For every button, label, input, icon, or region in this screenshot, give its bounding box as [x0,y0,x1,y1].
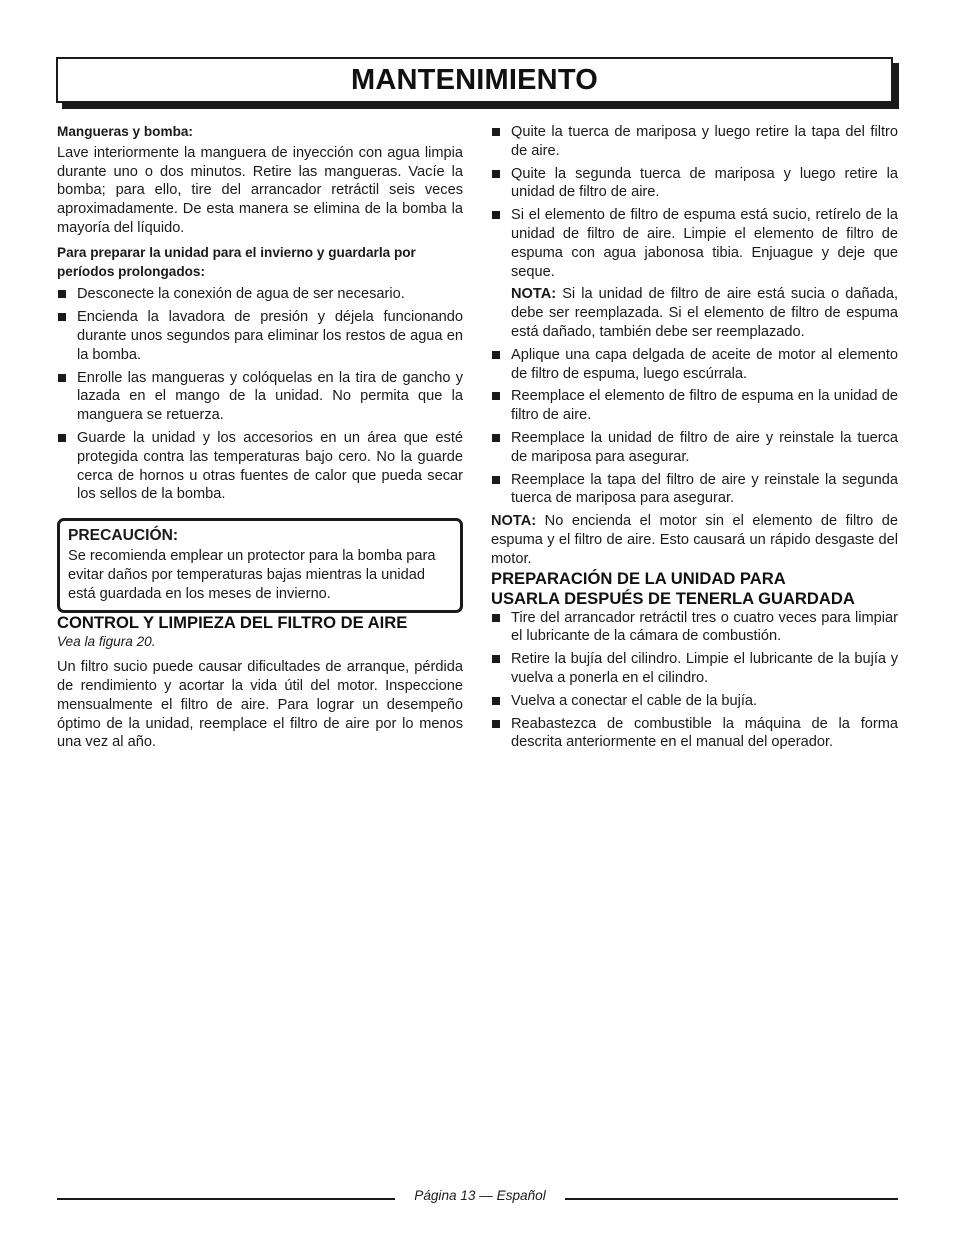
caution-text: Se recomienda emplear un protector para la bomba para evitar daños por temperaturas bajas mientras la unidad está guardada en los meses de invierno. [68,547,436,602]
square-bullet-icon [492,211,500,219]
square-bullet-icon [492,476,500,484]
square-bullet-icon [58,313,66,321]
square-bullet-icon [492,170,500,178]
square-bullet-icon [492,128,500,136]
list-item: Reemplace la unidad de filtro de aire y reinstale la tuerca de mariposa para asegurar. [491,429,898,467]
list-item: Encienda la lavadora de presión y déjela funcionando durante unos segundos para eliminar los restos de agua en la bomba. [57,308,463,364]
footer-rule-left [57,1198,395,1200]
list-item: Si el elemento de filtro de espuma está sucio, retírelo de la unidad de filtro de aire. Limpie el elemento de filtro de espuma con agua jabonosa tibia. Enjuague y deje que seque. [491,206,898,281]
caution-title: PRECAUCIÓN: [68,527,179,545]
list-item: Enrolle las mangueras y colóquelas en la tira de gancho y lazada en el mango de la unidad. No permita que la manguera se retuerza. [57,369,463,425]
winter-list [57,285,463,504]
page-number: Página 13 — Español [414,1188,546,1203]
filter-steps-list-2 [491,346,898,508]
list-item: Tire del arrancador retráctil tres o cuatro veces para limpiar el lubricante de la cámara de combustión. [491,609,898,647]
right-column [491,123,898,756]
preparation-list [491,609,898,753]
air-filter-paragraph: Un filtro sucio puede causar dificultades de arranque, pérdida de rendimiento y acortar la vida útil del motor. Inspeccione mensualmente el filtro de aire. Para lograr un desempeño óptimo de la unidad, reemplace el filtro de aire por lo menos una vez al año. [57,659,463,751]
list-item: Guarde la unidad y los accesorios en un área que esté protegida contra las temperaturas bajo cero. No la guarde cerca de hornos u otras fuentes de calor que pueda secar los sellos de la bomba. [57,429,463,504]
filter-steps-list [491,123,898,281]
left-column [57,123,463,752]
figure-reference: Vea la figura 20. [57,634,156,650]
page-footer [57,1187,898,1207]
square-bullet-icon [492,351,500,359]
list-item: Quite la segunda tuerca de mariposa y luego retire la unidad de filtro de aire. [491,165,898,203]
list-item: Retire la bujía del cilindro. Limpie el lubricante de la bujía y vuelva a ponerla en el cilindro. [491,650,898,688]
square-bullet-icon [58,434,66,442]
note-filter-damaged: NOTA: Si la unidad de filtro de aire está sucia o dañada, debe ser reemplazada. Si el elemento de filtro de espuma está dañado, también debe ser reemplazado. [511,286,898,340]
square-bullet-icon [58,290,66,298]
square-bullet-icon [492,720,500,728]
square-bullet-icon [492,655,500,663]
list-item: Vuelva a conectar el cable de la bujía. [491,692,898,711]
list-item: Reabastezca de combustible la máquina de la forma descrita anteriormente en el manual del operador. [491,715,898,753]
list-item: Quite la tuerca de mariposa y luego retire la tapa del filtro de aire. [491,123,898,161]
square-bullet-icon [492,697,500,705]
air-filter-heading: CONTROL Y LIMPIEZA DEL FILTRO DE AIRE [57,613,408,633]
list-item: Aplique una capa delgada de aceite de motor al elemento de filtro de espuma, luego escúrrala. [491,346,898,384]
list-item: Reemplace el elemento de filtro de espuma en la unidad de filtro de aire. [491,387,898,425]
square-bullet-icon [492,392,500,400]
title-banner [56,57,893,103]
square-bullet-icon [492,434,500,442]
note-engine: NOTA: No encienda el motor sin el elemento de filtro de espuma y el filtro de aire. Esto causará un rápido desgaste del motor. [491,513,898,567]
winter-heading: Para preparar la unidad para el invierno y guardarla por períodos prolongados: [57,244,416,279]
caution-box [57,518,463,613]
hoses-heading: Mangueras y bomba: [57,124,193,139]
page-title: MANTENIMIENTO [351,63,598,96]
preparation-heading: PREPARACIÓN DE LA UNIDAD PARA USARLA DESPUÉS DE TENERLA GUARDADA [491,568,855,608]
list-item: Reemplace la tapa del filtro de aire y reinstale la segunda tuerca de mariposa para asegurar. [491,471,898,509]
square-bullet-icon [58,374,66,382]
hoses-paragraph: Lave interiormente la manguera de inyección con agua limpia durante uno o dos minutos. Retire las mangueras. Vacíe la bomba; para ello, tire del arrancador retráctil seis veces aproximadamente. De esta manera se elimina de la bomba la mayoría del líquido. [57,144,463,236]
list-item: Desconecte la conexión de agua de ser necesario. [57,285,463,304]
square-bullet-icon [492,614,500,622]
footer-rule-right [565,1198,898,1200]
